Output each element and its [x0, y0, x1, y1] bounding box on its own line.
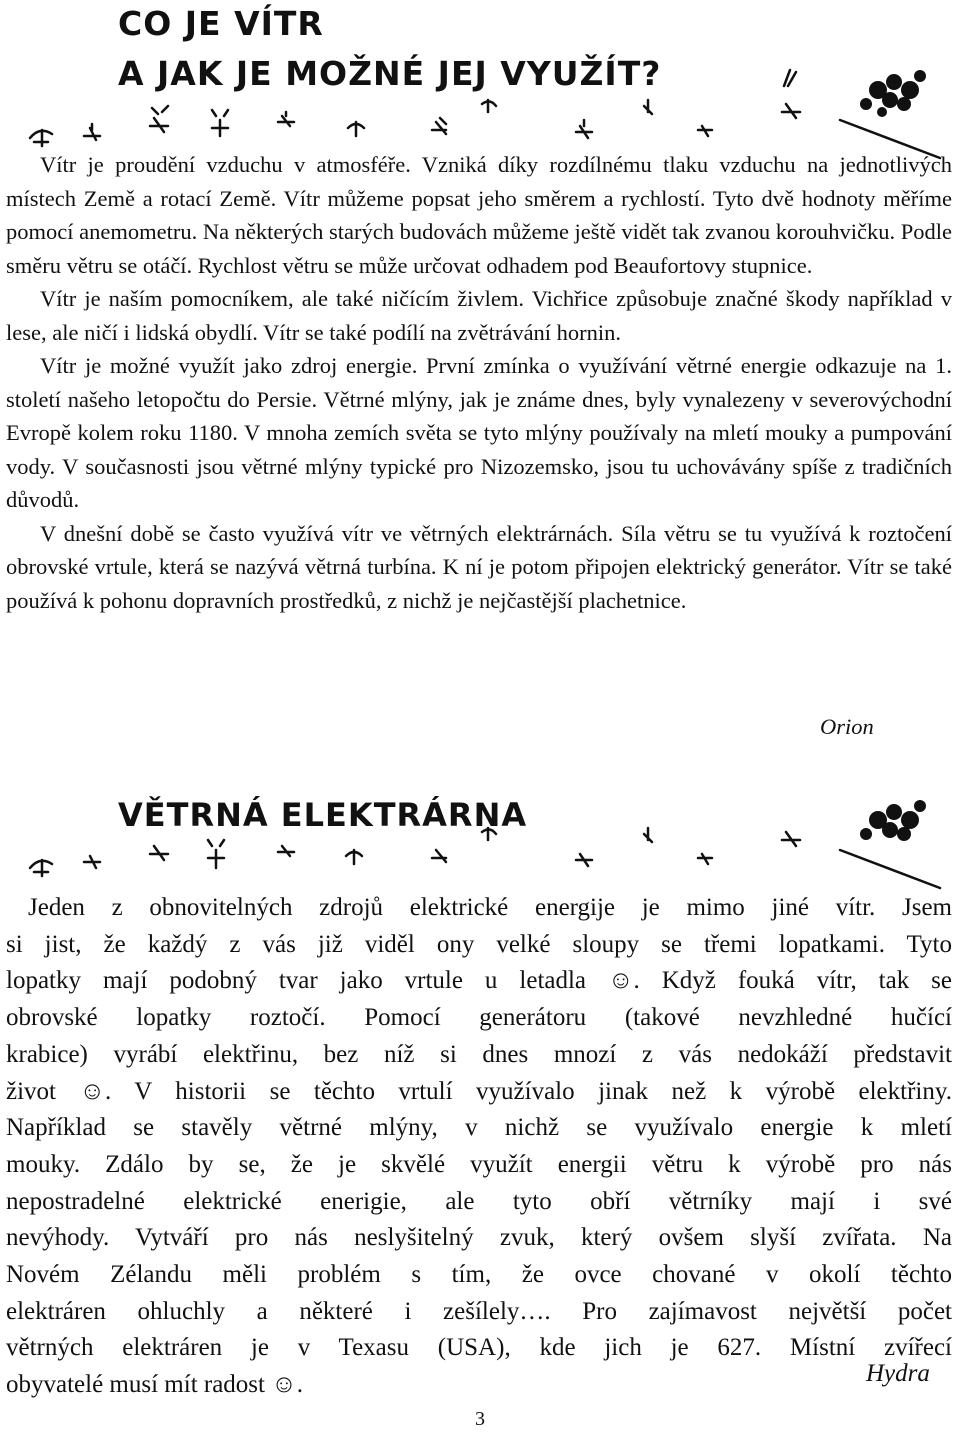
article2-line: obyvatelé musí mít radost ☺.	[6, 1371, 304, 1399]
article2-line: krabice) vyrábí elektřinu, bez níž si dnes mnozí z vás nedokáží představit	[6, 1040, 952, 1068]
article1-paragraph: Vítr je možné využít jako zdroj energie. První zmínka o využívání větrné energie odkazuje na 1. století našeho letopočtu do Persie. Větrné mlýny, jak je známe dnes, byly vynalezeny v severovýchodní Evropě kolem roku 1180. V mnoha zemích světa se tyto mlýny používaly na mletí mouky a pumpování vody. V současnosti jsou větrné mlýny typické pro Nizozemsko, jsou tu uchovávány spíše z tradičních důvodů.	[6, 353, 952, 512]
article1-paragraph: Vítr je naším pomocníkem, ale také ničícím živlem. Vichřice způsobuje značné škody například v lese, ale ničí i lidská obydlí. Vítr se také podílí na zvětrávání hornin.	[6, 286, 952, 345]
article2-body	[6, 890, 952, 1404]
article1-title-line2: A JAK JE MOŽNÉ JEJ VYUŽÍT?	[118, 54, 662, 93]
insect-border-icon	[20, 790, 950, 890]
article2-line: lopatky mají podobný tvar jako vrtule u letadla ☺. Když fouká vítr, tak se	[6, 967, 952, 995]
article2-line: si jist, že každý z vás již viděl ony velké sloupy se třemi lopatkami. Tyto	[6, 930, 952, 958]
article1-paragraph: Vítr je proudění vzduchu v atmosféře. Vzniká díky rozdílnému tlaku vzduchu na jednotlivých místech Země a rotací Země. Vítr můžeme popsat jeho směrem a rychlostí. Tyto dvě hodnoty měříme pomocí anemometru. Na některých starých budovách můžeme ještě vidět tak zvanou korouhvičku. Podle směru větru se otáčí. Rychlost větru se může určovat odhadem pod Beaufortovy stupnice.	[6, 152, 952, 278]
article1-author: Orion	[820, 714, 874, 739]
article2-title: VĚTRNÁ ELEKTRÁRNA	[118, 796, 528, 834]
article2-line: Například se stavěly větrné mlýny, v nichž se využívalo energie k mletí	[6, 1114, 952, 1142]
article1-body	[6, 148, 952, 617]
article2-line: elektráren ohluchly a některé i zešílely…. Pro zajímavost největší počet	[6, 1297, 952, 1325]
article2-line: život ☺. V historii se těchto vrtulí využívalo jinak než k výrobě elektřiny.	[6, 1077, 952, 1105]
article2-line: nepostradelné elektrické enerigie, ale tyto obří větrníky mají i své	[6, 1187, 952, 1215]
article1-title-line1: CO JE VÍTR	[118, 4, 324, 43]
article2-author: Hydra	[866, 1360, 930, 1387]
article1-paragraph: V dnešní době se často využívá vítr ve větrných elektrárnách. Síla větru se tu využívá k roztočení obrovské vrtule, která se nazývá větrná turbína. K ní je potom připojen elektrický generátor. Vítr se také používá k pohonu dopravních prostředků, z nichž je nejčastější plachetnice.	[6, 520, 952, 613]
article2-line: Jeden z obnovitelných zdrojů elektrické energije je mimo jiné vítr. Jsem	[28, 894, 952, 921]
article2-line: obrovské lopatky roztočí. Pomocí generátoru (takové nevzhledné hučící	[6, 1004, 952, 1032]
article2-line: mouky. Zdálo by se, že je skvělé využít energii větru k výrobě pro nás	[6, 1150, 952, 1178]
article2-line: větrných elektráren je v Texasu (USA), kde jich je 627. Místní zvířecí	[6, 1334, 952, 1362]
article2-line: Novém Zélandu měli problém s tím, že ovce chované v okolí těchto	[6, 1261, 952, 1289]
insect-border-icon	[20, 60, 950, 160]
page-number: 3	[475, 1408, 485, 1430]
article2-line: nevýhody. Vytváří pro nás neslyšitelný zvuk, který ovšem slyší zvířata. Na	[6, 1224, 952, 1252]
